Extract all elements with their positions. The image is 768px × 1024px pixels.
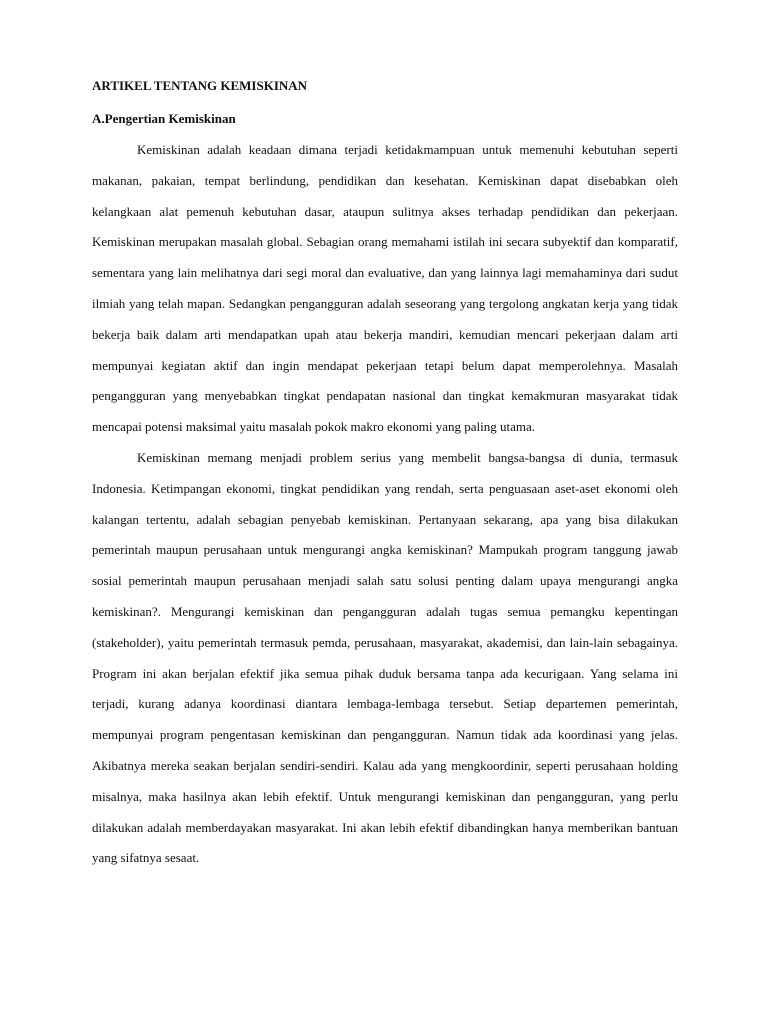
paragraph-2: Kemiskinan memang menjadi problem serius yang membelit bangsa-bangsa di dunia, termasuk Indonesia. Ketimpangan ekonomi, tingkat pendidikan yang rendah, serta penguasaan aset-aset ekonomi oleh kalangan tertentu, adalah sebagian penyebab kemiskinan. Pertanyaan sekarang, apa yang bisa dilakukan pemerintah maupun perusahaan untuk mengurangi angka kemiskinan? Mampukah program tanggung jawab sosial pemerintah maupun perusahaan menjadi salah satu solusi penting dalam upaya mengurangi angka kemiskinan?. Mengurangi kemiskinan dan pengangguran adalah tugas semua pemangku kepentingan (stakeholder), yaitu pemerintah termasuk pemda, perusahaan, masyarakat, akademisi, dan lain-lain sebagainya. Program ini akan berjalan efektif jika semua pihak duduk bersama tanpa ada kecurigaan. Yang selama ini terjadi, kurang adanya koordinasi diantara lembaga-lembaga tersebut. Setiap departemen pemerintah, mempunyai program pengentasan kemiskinan dan pengangguran. Namun tidak ada koordinasi yang jelas. Akibatnya mereka seakan berjalan sendiri-sendiri. Kalau ada yang mengkoordinir, seperti perusahaan holding misalnya, maka hasilnya akan lebih efektif. Untuk mengurangi kemiskinan dan pengangguran, yang perlu dilakukan adalah memberdayakan masyarakat. Ini akan lebih efektif dibandingkan hanya memberikan bantuan yang sifatnya sesaat. bbox=[92, 449, 678, 866]
document-page bbox=[92, 76, 678, 874]
section-heading: A.Pengertian Kemiskinan bbox=[92, 111, 236, 126]
paragraph-1: Kemiskinan adalah keadaan dimana terjadi ketidakmampuan untuk memenuhi kebutuhan seperti makanan, pakaian, tempat berlindung, pendidikan dan kesehatan. Kemiskinan dapat disebabkan oleh kelangkaan alat pemenuh kebutuhan dasar, ataupun sulitnya akses terhadap pendidikan dan pekerjaan. Kemiskinan merupakan masalah global. Sebagian orang memahami istilah ini secara subyektif dan komparatif, sementara yang lain melihatnya dari segi moral dan evaluative, dan yang lainnya lagi memahaminya dari sudut ilmiah yang telah mapan. Sedangkan pengangguran adalah seseorang yang tergolong angkatan kerja yang tidak bekerja baik dalam arti mendapatkan upah atau bekerja mandiri, kemudian mencari pekerjaan dalam arti mempunyai kegiatan aktif dan ingin mendapat pekerjaan tetapi belum dapat memperolehnya. Masalah pengangguran yang menyebabkan tingkat pendapatan nasional dan tingkat kemakmuran masyarakat tidak mencapai potensi maksimal yaitu masalah pokok makro ekonomi yang paling utama. bbox=[92, 142, 678, 435]
document-title: ARTIKEL TENTANG KEMISKINAN bbox=[92, 78, 308, 93]
